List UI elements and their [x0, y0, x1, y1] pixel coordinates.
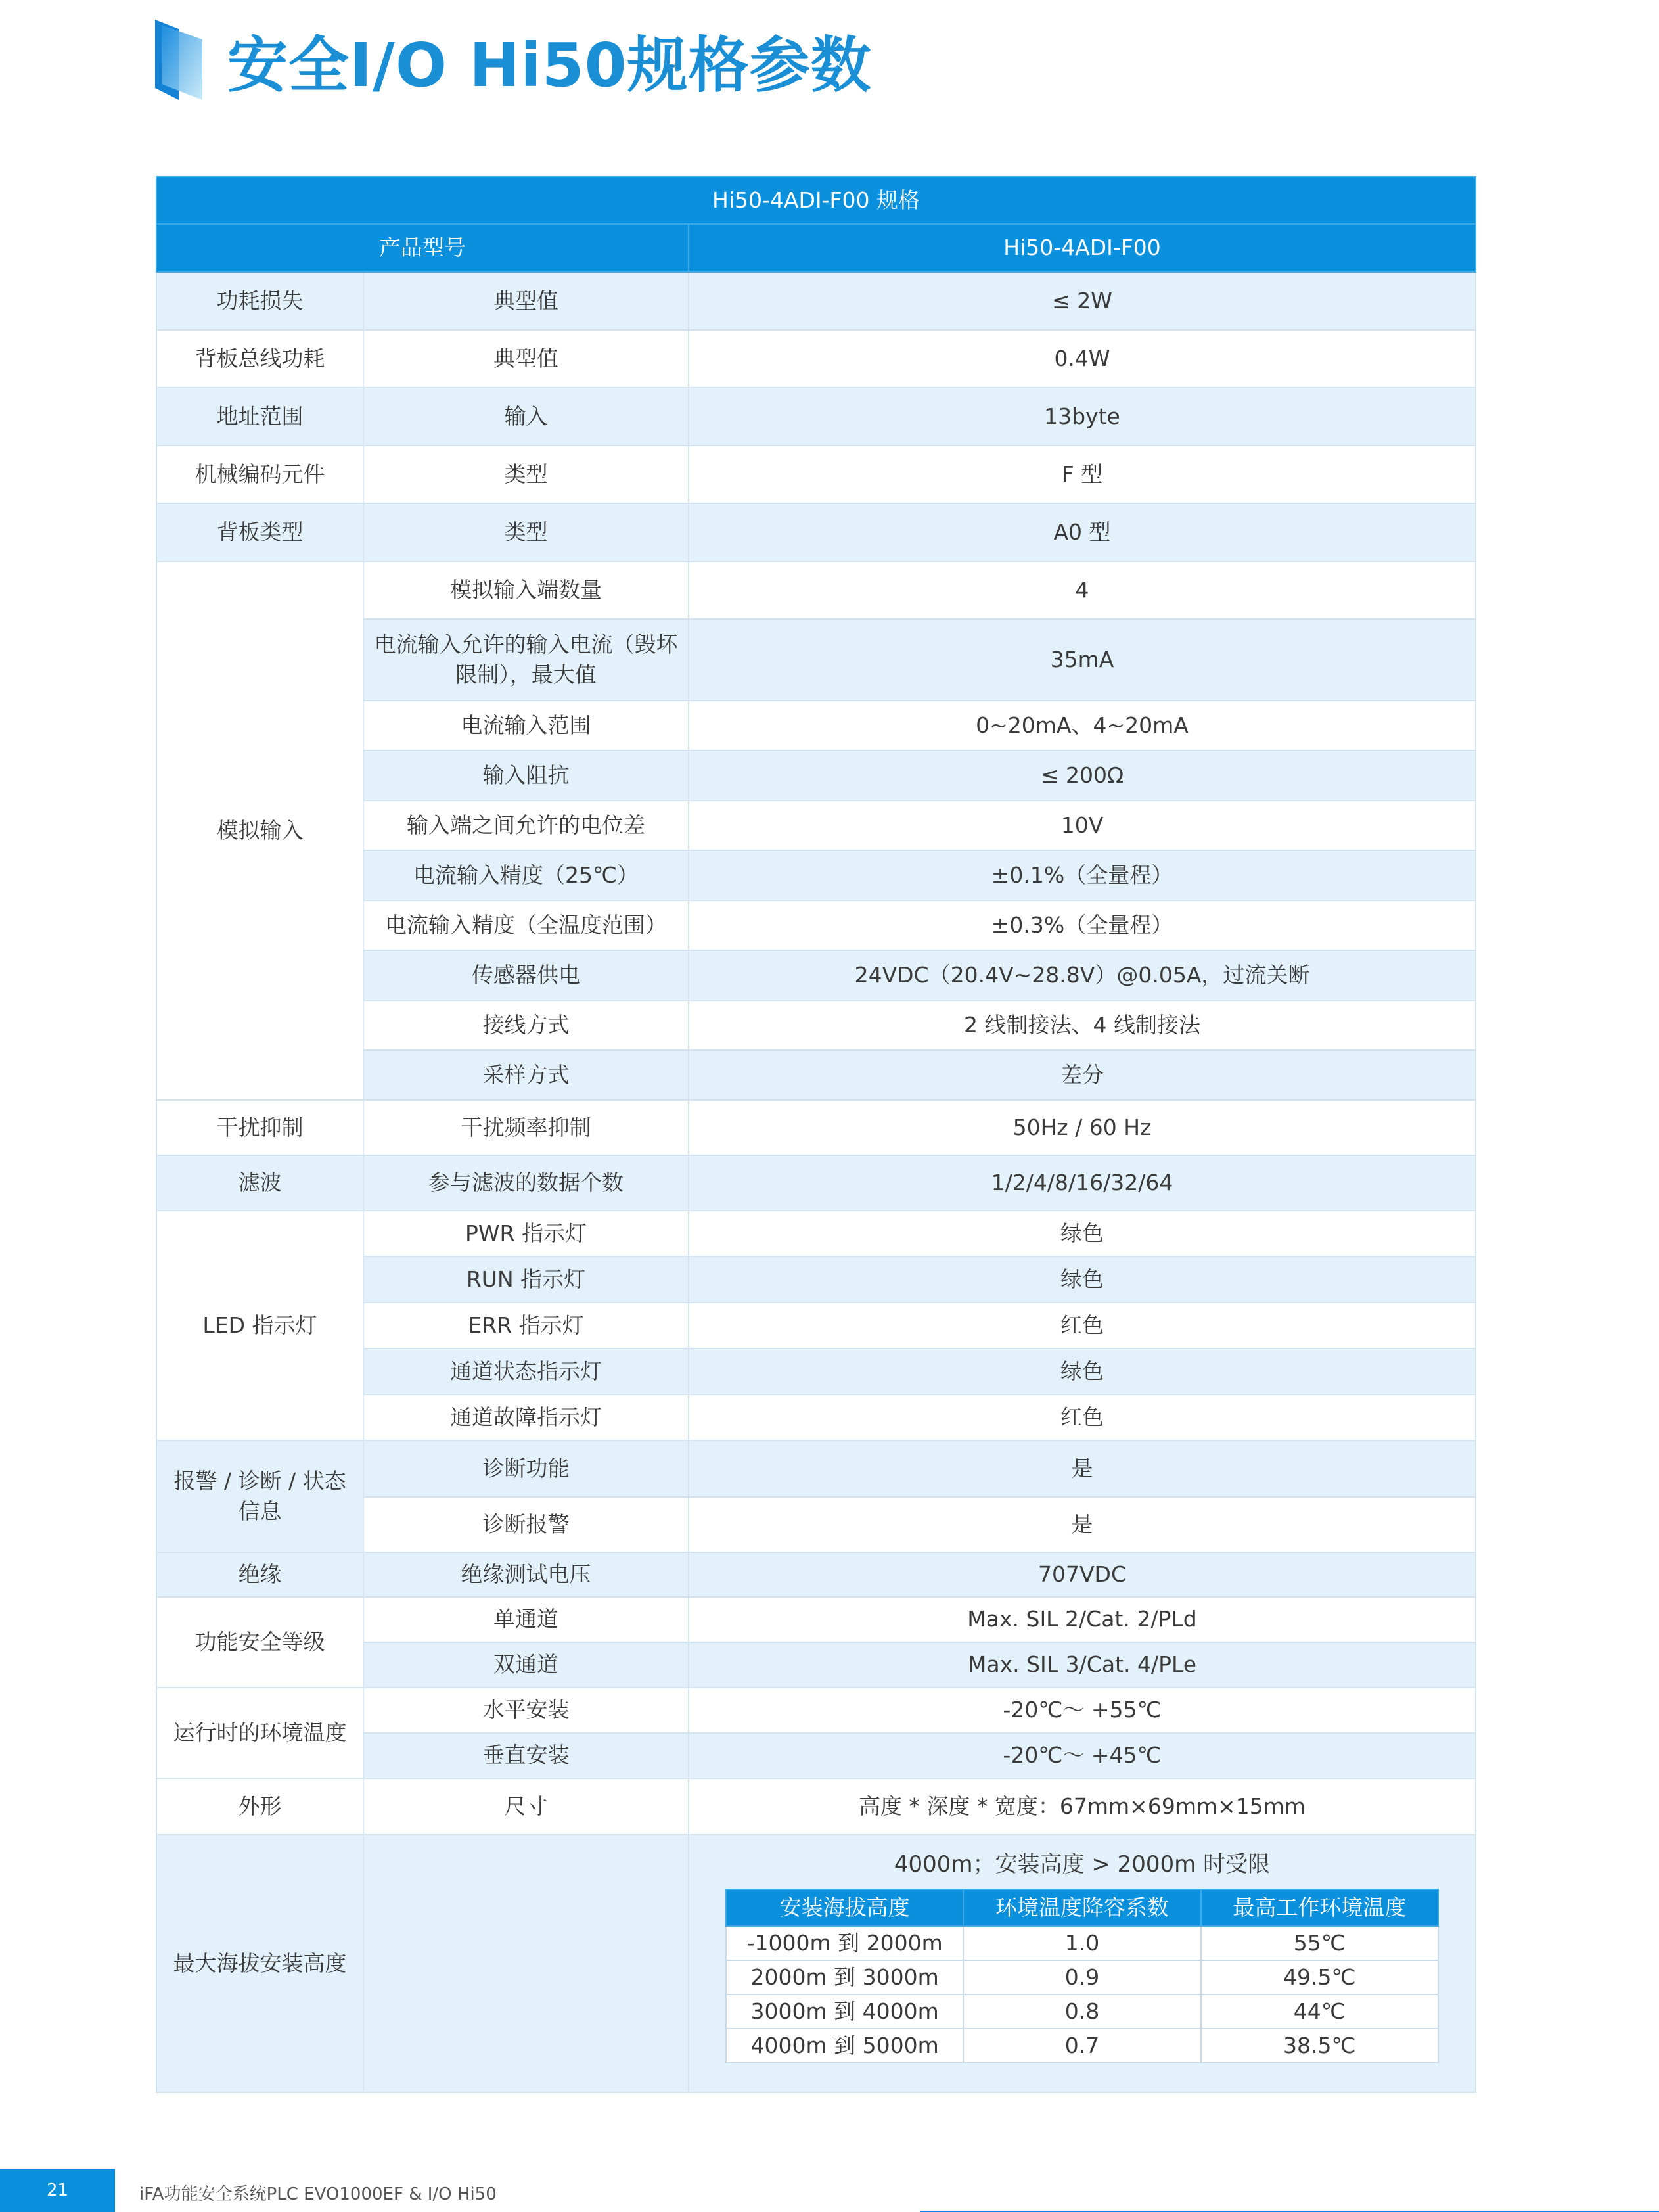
- row-item: 单通道: [363, 1597, 689, 1642]
- row-category: 模拟输入: [156, 561, 363, 1100]
- altitude-table: [725, 1889, 1439, 2063]
- header-value: Hi50-4ADI-F00: [689, 224, 1476, 272]
- row-value: 24VDC（20.4V~28.8V）@0.05A，过流关断: [689, 950, 1476, 1000]
- derating-cell-value: 0.8: [963, 1994, 1200, 2029]
- row-item: 典型值: [363, 272, 689, 330]
- row-value: Max. SIL 3/Cat. 4/PLe: [689, 1642, 1476, 1688]
- page-title: 安全I/O Hi50规格参数: [227, 30, 872, 101]
- row-item: 输入: [363, 388, 689, 446]
- row-category: LED 指示灯: [156, 1210, 363, 1440]
- max-temp-header: 最高工作环境温度: [1201, 1889, 1438, 1926]
- row-item: 典型值: [363, 330, 689, 388]
- row-item: 输入端之间允许的电位差: [363, 800, 689, 850]
- row-value: 绿色: [689, 1210, 1476, 1256]
- row-item: [363, 1835, 689, 2092]
- row-value: 高度 * 深度 * 宽度：67mm×69mm×15mm: [689, 1778, 1476, 1835]
- row-value: 2 线制接法、4 线制接法: [689, 1000, 1476, 1050]
- row-item: 类型: [363, 503, 689, 561]
- row-value: A0 型: [689, 503, 1476, 561]
- row-value: Max. SIL 2/Cat. 2/PLd: [689, 1597, 1476, 1642]
- row-item: 接线方式: [363, 1000, 689, 1050]
- row-category: 绝缘: [156, 1552, 363, 1597]
- row-category: 外形: [156, 1778, 363, 1835]
- row-category: 最大海拔安装高度: [156, 1835, 363, 2092]
- page-number: 21: [0, 2169, 115, 2212]
- max-temp-cell-value: 44℃: [1201, 1994, 1438, 2029]
- row-category: 功耗损失: [156, 272, 363, 330]
- row-value: 13byte: [689, 388, 1476, 446]
- row-item: 类型: [363, 446, 689, 503]
- max-temp-cell-value: 38.5℃: [1201, 2029, 1438, 2063]
- spec-table: [156, 176, 1476, 2093]
- row-value: 是: [689, 1497, 1476, 1552]
- row-value: 绿色: [689, 1348, 1476, 1394]
- row-value: ±0.3%（全量程）: [689, 900, 1476, 950]
- row-item: 绝缘测试电压: [363, 1552, 689, 1597]
- row-value: ±0.1%（全量程）: [689, 850, 1476, 900]
- row-category: 功能安全等级: [156, 1597, 363, 1688]
- footer-text: iFA功能安全系统PLC EVO1000EF & I/O Hi50: [139, 2184, 497, 2204]
- row-value: 红色: [689, 1302, 1476, 1348]
- row-item: 传感器供电: [363, 950, 689, 1000]
- max-temp-cell-value: 49.5℃: [1201, 1960, 1438, 1994]
- row-value: F 型: [689, 446, 1476, 503]
- table-row: [726, 1994, 1438, 2029]
- header-label: 产品型号: [156, 224, 689, 272]
- row-item: 诊断报警: [363, 1497, 689, 1552]
- row-value: 50Hz / 60 Hz: [689, 1100, 1476, 1155]
- altitude-header: 安装海拔高度: [726, 1889, 963, 1926]
- derating-cell-value: 0.7: [963, 2029, 1200, 2063]
- row-item: 电流输入允许的输入电流（毁坏限制），最大值: [363, 619, 689, 701]
- row-item: 电流输入范围: [363, 701, 689, 750]
- row-value: 4: [689, 561, 1476, 619]
- table-row: [726, 1926, 1438, 1960]
- row-category: 地址范围: [156, 388, 363, 446]
- row-item: 输入阻抗: [363, 750, 689, 800]
- row-value: 1/2/4/8/16/32/64: [689, 1155, 1476, 1210]
- derating-cell-value: 1.0: [963, 1926, 1200, 1960]
- row-item: RUN 指示灯: [363, 1256, 689, 1302]
- row-category: 背板类型: [156, 503, 363, 561]
- row-item: 通道状态指示灯: [363, 1348, 689, 1394]
- row-item: 尺寸: [363, 1778, 689, 1835]
- row-category: 机械编码元件: [156, 446, 363, 503]
- altitude-cell-value: 2000m 到 3000m: [726, 1960, 963, 1994]
- table-caption: Hi50-4ADI-F00 规格: [156, 177, 1476, 224]
- altitude-cell-value: -1000m 到 2000m: [726, 1926, 963, 1960]
- row-item: 电流输入精度（全温度范围）: [363, 900, 689, 950]
- row-value: 0~20mA、4~20mA: [689, 701, 1476, 750]
- table-row: [726, 2029, 1438, 2063]
- row-value: 是: [689, 1440, 1476, 1497]
- altitude-cell: [689, 1835, 1476, 2092]
- row-item: PWR 指示灯: [363, 1210, 689, 1256]
- row-category: 运行时的环境温度: [156, 1688, 363, 1778]
- row-value: 0.4W: [689, 330, 1476, 388]
- row-value: 707VDC: [689, 1552, 1476, 1597]
- row-value: -20℃～ +55℃: [689, 1688, 1476, 1733]
- title-decoration-icon: [155, 20, 202, 100]
- row-item: 采样方式: [363, 1050, 689, 1100]
- row-value: ≤ 2W: [689, 272, 1476, 330]
- row-value: -20℃～ +45℃: [689, 1733, 1476, 1778]
- row-value: 红色: [689, 1394, 1476, 1440]
- altitude-note: 4000m；安装高度 > 2000m 时受限: [894, 1851, 1271, 1878]
- row-value: 绿色: [689, 1256, 1476, 1302]
- row-item: 模拟输入端数量: [363, 561, 689, 619]
- row-value: 差分: [689, 1050, 1476, 1100]
- row-category: 报警 / 诊断 / 状态信息: [156, 1440, 363, 1552]
- row-item: 参与滤波的数据个数: [363, 1155, 689, 1210]
- row-item: 通道故障指示灯: [363, 1394, 689, 1440]
- row-item: 垂直安装: [363, 1733, 689, 1778]
- row-category: 背板总线功耗: [156, 330, 363, 388]
- altitude-cell-value: 3000m 到 4000m: [726, 1994, 963, 2029]
- row-value: 35mA: [689, 619, 1476, 701]
- row-item: 诊断功能: [363, 1440, 689, 1497]
- row-item: 电流输入精度（25℃）: [363, 850, 689, 900]
- row-category: 干扰抑制: [156, 1100, 363, 1155]
- derating-header: 环境温度降容系数: [963, 1889, 1200, 1926]
- row-value: 10V: [689, 800, 1476, 850]
- altitude-cell-value: 4000m 到 5000m: [726, 2029, 963, 2063]
- derating-cell-value: 0.9: [963, 1960, 1200, 1994]
- row-value: ≤ 200Ω: [689, 750, 1476, 800]
- max-temp-cell-value: 55℃: [1201, 1926, 1438, 1960]
- row-category: 滤波: [156, 1155, 363, 1210]
- row-item: 干扰频率抑制: [363, 1100, 689, 1155]
- row-item: 双通道: [363, 1642, 689, 1688]
- row-item: 水平安装: [363, 1688, 689, 1733]
- table-row: [726, 1960, 1438, 1994]
- row-item: ERR 指示灯: [363, 1302, 689, 1348]
